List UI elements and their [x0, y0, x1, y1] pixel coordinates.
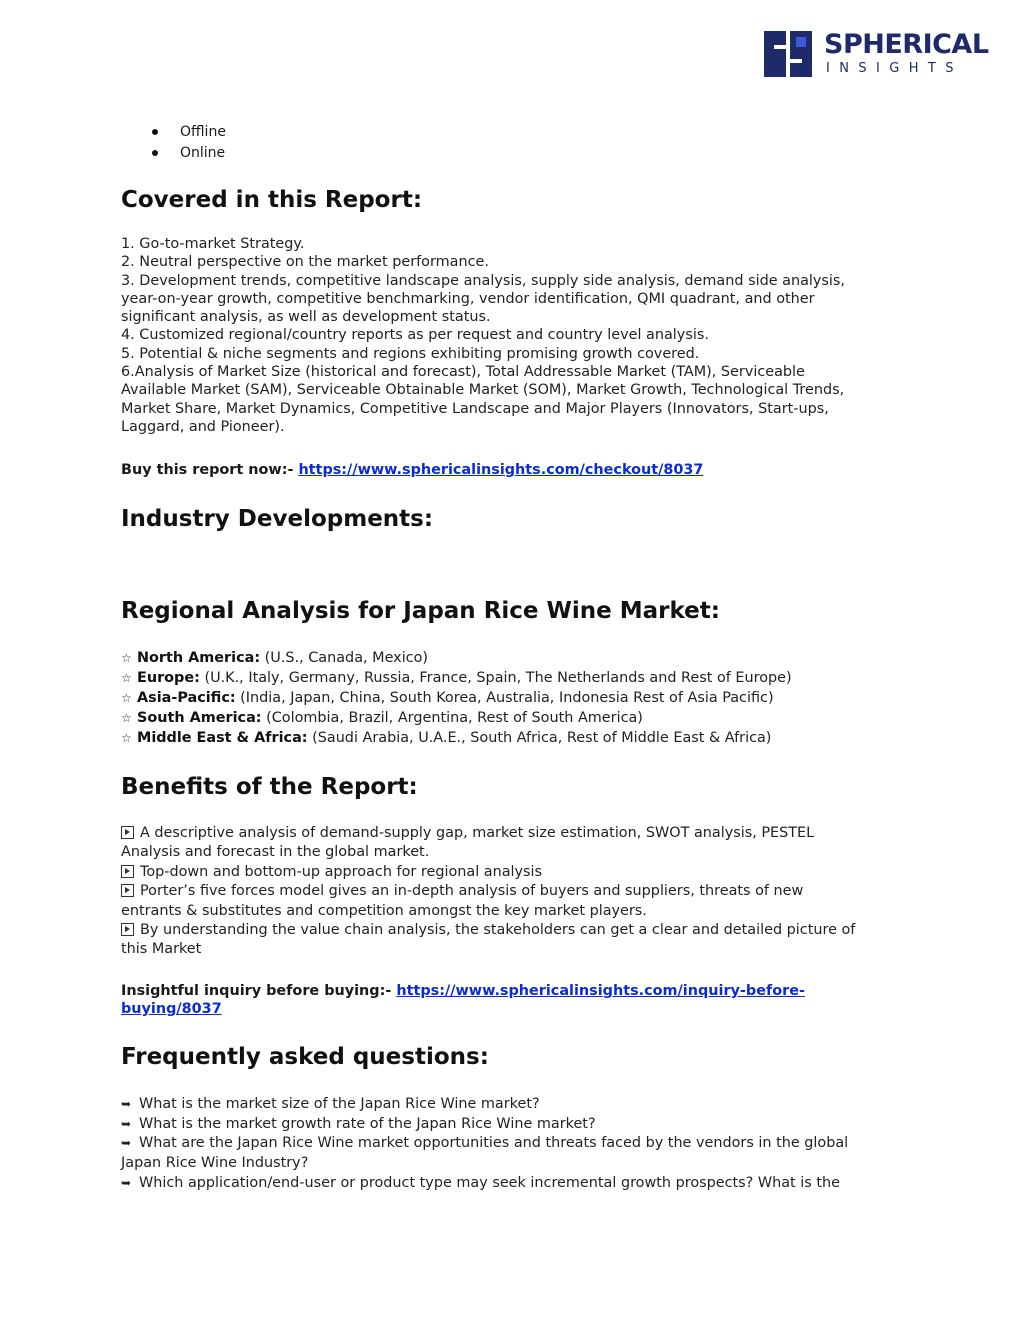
- faq-question: What is the market growth rate of the Japan Rice Wine market?: [139, 1115, 596, 1132]
- spherical-insights-logo: [764, 29, 989, 77]
- regional-heading: Regional Analysis for Japan Rice Wine Market:: [121, 598, 720, 624]
- fast-forward-icon: [121, 865, 134, 878]
- region-name: Europe:: [137, 670, 200, 687]
- region-countries: (Saudi Arabia, U.A.E., South Africa, Rest of Middle East & Africa): [307, 730, 772, 747]
- faq-question: What is the market size of the Japan Rice Wine market?: [139, 1096, 540, 1112]
- covered-line: 3. Development trends, competitive landscape analysis, supply side analysis, demand side analysis,: [121, 272, 845, 289]
- benefit-text: A descriptive analysis of demand-supply gap, market size estimation, SWOT analysis, PESTEL: [140, 825, 815, 841]
- list-item: [121, 648, 903, 668]
- covered-line: 5. Potential & niche segments and regions exhibiting promising growth covered.: [121, 345, 700, 362]
- inquiry-link-part1: https://www.sphericalinsights.com/inquiry-before-: [396, 983, 805, 999]
- benefit-text: Porter’s five forces model gives an in-depth analysis of buyers and suppliers, threats of new: [140, 883, 804, 900]
- inquiry-link-part2: buying/8037: [121, 1001, 222, 1018]
- region-countries: (U.K., Italy, Germany, Russia, France, Spain, The Netherlands and Rest of Europe): [199, 670, 792, 687]
- faq-heading: Frequently asked questions:: [121, 1044, 489, 1070]
- list-item: [121, 882, 903, 921]
- covered-line: Laggard, and Pioneer).: [121, 418, 285, 435]
- list-item: Offline: [121, 122, 226, 143]
- inquiry-label: Insightful inquiry before buying:-: [121, 983, 397, 999]
- benefit-text: By understanding the value chain analysis, the stakeholders can get a clear and detailed picture of: [140, 922, 856, 939]
- list-item: [121, 1174, 903, 1194]
- covered-heading: Covered in this Report:: [121, 187, 423, 213]
- region-name: South America:: [137, 710, 262, 727]
- logo-mark-icon: [764, 31, 812, 77]
- list-item: [121, 708, 903, 728]
- region-countries: (U.S., Canada, Mexico): [260, 650, 429, 666]
- list-item: [121, 728, 903, 748]
- region-name: North America:: [137, 650, 261, 666]
- curved-arrow-icon: ➥: [121, 1136, 132, 1151]
- covered-line: Available Market (SAM), Serviceable Obtainable Market (SOM), Market Growth, Technological Trends,: [121, 382, 845, 399]
- inquiry-line: [121, 982, 903, 1019]
- region-countries: (Colombia, Brazil, Argentina, Rest of South America): [261, 710, 643, 727]
- checkout-link[interactable]: https://www.sphericalinsights.com/checkout/8037: [298, 462, 704, 478]
- covered-line: 6.Analysis of Market Size (historical and forecast), Total Addressable Market (TAM), Serviceable: [121, 364, 805, 381]
- star-icon: ☆: [121, 651, 132, 665]
- fast-forward-icon: [121, 826, 134, 839]
- star-icon: ☆: [121, 731, 132, 746]
- benefit-text-cont: this Market: [121, 941, 202, 958]
- list-item: [121, 1095, 903, 1115]
- faq-question: What are the Japan Rice Wine market opportunities and threats faced by the vendors in the global: [139, 1135, 849, 1152]
- regional-list: [121, 648, 903, 748]
- covered-line: year-on-year growth, competitive benchmarking, vendor identification, QMI quadrant, and other: [121, 290, 815, 307]
- fast-forward-icon: [121, 884, 134, 897]
- channel-list: [121, 122, 226, 163]
- list-item: Online: [121, 143, 226, 164]
- star-icon: ☆: [121, 711, 132, 726]
- region-countries: (India, Japan, China, South Korea, Australia, Indonesia Rest of Asia Pacific): [235, 690, 774, 707]
- list-item: [121, 668, 903, 688]
- faq-list: [121, 1095, 903, 1194]
- logo-sub-text: INSIGHTS: [826, 61, 963, 76]
- region-name: Middle East & Africa:: [137, 730, 308, 747]
- faq-question-cont: Japan Rice Wine Industry?: [121, 1155, 309, 1172]
- fast-forward-icon: [121, 923, 134, 936]
- list-item: [121, 1115, 903, 1135]
- benefit-text: Top-down and bottom-up approach for regional analysis: [140, 863, 543, 880]
- list-item: [121, 863, 903, 882]
- list-item: [121, 921, 903, 960]
- industry-heading: Industry Developments:: [121, 506, 434, 532]
- benefits-list: [121, 824, 903, 960]
- buy-line: [121, 461, 703, 479]
- list-item: [121, 688, 903, 708]
- buy-label: Buy this report now:-: [121, 462, 299, 478]
- star-icon: ☆: [121, 671, 132, 686]
- covered-list: [121, 235, 903, 436]
- benefit-text-cont: Analysis and forecast in the global market.: [121, 844, 430, 861]
- covered-line: 1. Go-to-market Strategy.: [121, 236, 305, 252]
- benefits-heading: Benefits of the Report:: [121, 774, 418, 800]
- curved-arrow-icon: ➥: [121, 1097, 132, 1111]
- faq-question: Which application/end-user or product type may seek incremental growth prospects? What is the: [139, 1174, 840, 1191]
- covered-line: 4. Customized regional/country reports as per request and country level analysis.: [121, 327, 709, 344]
- curved-arrow-icon: ➥: [121, 1175, 132, 1190]
- benefit-text-cont: entrants & substitutes and competition amongst the key market players.: [121, 902, 647, 919]
- region-name: Asia-Pacific:: [137, 690, 236, 707]
- list-item: [121, 1134, 903, 1173]
- logo-brand-text: SPHERICAL: [824, 29, 989, 60]
- covered-line: significant analysis, as well as development status.: [121, 309, 491, 326]
- list-item: [121, 824, 903, 863]
- curved-arrow-icon: ➥: [121, 1116, 132, 1131]
- covered-line: Market Share, Market Dynamics, Competitive Landscape and Major Players (Innovators, Start-ups,: [121, 400, 829, 417]
- star-icon: ☆: [121, 691, 132, 706]
- covered-line: 2. Neutral perspective on the market performance.: [121, 254, 489, 271]
